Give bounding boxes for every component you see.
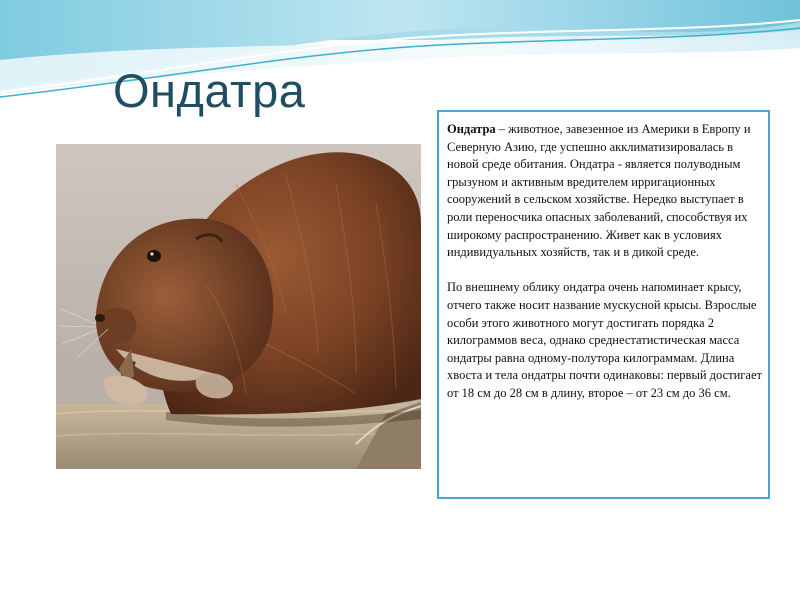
description-textbox: [437, 110, 770, 499]
slide-title: Ондатра: [113, 64, 306, 117]
paragraph-intro-text: – животное, завезенное из Америки в Европу и Северную Азию, где успешно акклиматизировалась в новой среде обитания. Ондатра - является полуводным грызуном и активным вредителем ирригационных сооружений в сельском хозяйстве. Нередко выступает в роли переносчика опасных заболеваний, способствуя их широкому распространению. Живет как в условиях индивидуальных хозяйств, так и в дикой среде.: [447, 122, 751, 260]
muskrat-photo: [56, 144, 421, 469]
term-muskrat: Ондатра: [447, 122, 496, 136]
paragraph-appearance: По внешнему облику ондатра очень напоминает крысу, отчего также носит название мускусной крысы. Взрослые особи этого животного могут достигать порядка 2 килограммов веса, однако среднестатистическая масса ондатры равна одному-полутора килограммам. Длина хвоста и тела ондатры почти одинаковы: первый достигает от 18 см до 28 см в длину, второе – от 23 см до 36 см.: [447, 280, 762, 400]
paragraph-intro: [447, 121, 762, 262]
